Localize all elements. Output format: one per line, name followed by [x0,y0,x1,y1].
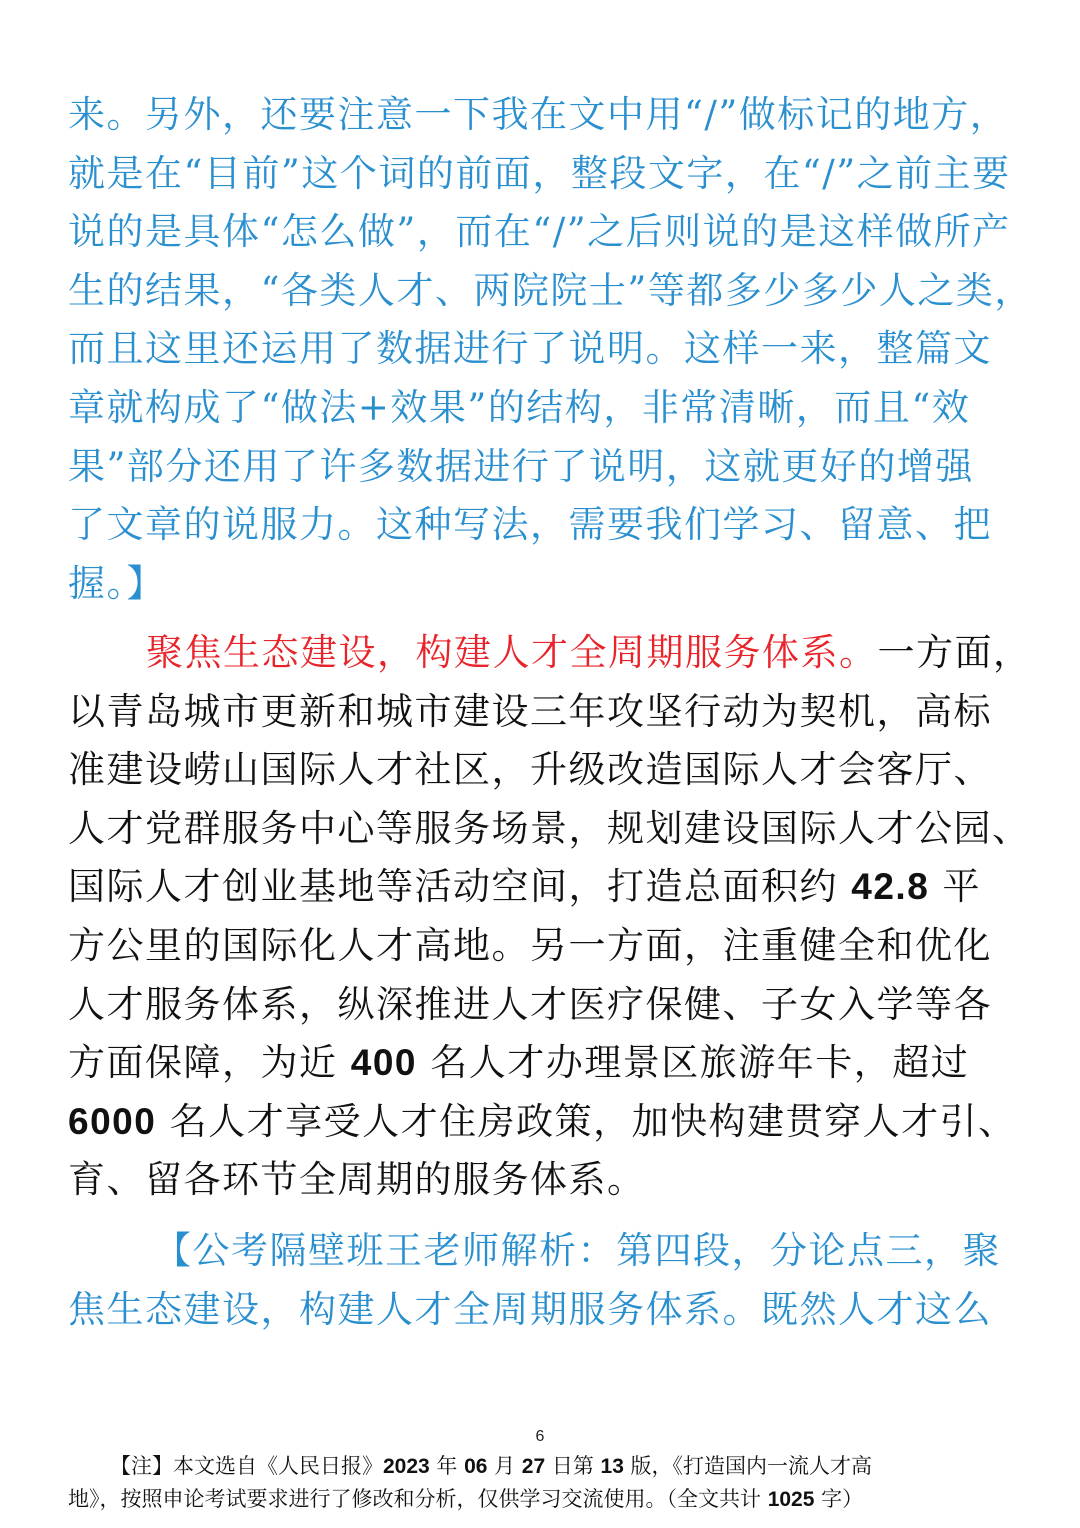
footnote-text: 版，《打造国内一流人才高 [623,1454,873,1478]
talent-count-value: 400 [350,1042,417,1084]
footnote-text: 【注】本文选自《人民日报》 [110,1454,383,1478]
body-line [68,1034,1018,1093]
footnote-line [68,1450,1028,1483]
footnote [68,1450,1028,1516]
body-line [68,1093,1018,1152]
body-line: 育、留各环节全周期的服务体系。 [68,1158,646,1202]
footnote-text: 月 [487,1454,522,1478]
body-line: 人才党群服务中心等服务场景，规划建设国际人才公园、 [68,806,1031,850]
analysis-top-line: 握。】 [68,561,165,605]
analysis-bottom [68,1222,1018,1339]
housing-count-value: 6000 [68,1100,157,1142]
footnote-line [68,1483,1028,1516]
analysis-top [68,86,1033,613]
footnote-text: 日第 [545,1454,601,1478]
analysis-top-line: 了文章的说服力。这种写法，需要我们学习、留意、把 [68,503,992,547]
body-line: 人才服务体系，纵深推进人才医疗保健、子女入学等各 [68,982,992,1026]
analysis-top-line: 生的结果，“各类人才、两院院士”等都多少多少人之类， [68,268,1033,312]
footnote-year: 2023 [383,1455,430,1478]
page-number: 6 [535,1428,545,1445]
analysis-top-line: 而且这里还运用了数据进行了说明。这样一来，整篇文 [68,327,992,371]
body-line: 以青岛城市更新和城市建设三年攻坚行动为契机，高标 [68,689,992,733]
body-line [68,624,1032,683]
footnote-word-count: 1025 [767,1488,815,1511]
body-line: 准建设崂山国际人才社区，升级改造国际人才会客厅、 [68,748,992,792]
body-text: 名人才享受人才住房政策，加快构建贯穿人才引、 [156,1099,1017,1143]
body-text: 国际人才创业基地等活动空间，打造总面积约 [68,865,852,909]
body-line: 方公里的国际化人才高地。另一方面，注重健全和优化 [68,923,992,967]
analysis-top-line: 就是在“目前”这个词的前面，整段文字，在“/”之前主要 [68,151,1011,195]
analysis-bottom-line: 【公考隔壁班王老师解析：第四段，分论点三，聚 [154,1229,1001,1272]
footnote-text: 字） [814,1487,864,1511]
analysis-top-line: 说的是具体“怎么做”，而在“/”之后则说的是这样做所产 [68,210,1011,254]
area-value: 42.8 [851,866,930,908]
footnote-month: 06 [464,1455,488,1478]
footnote-text: 地》，按照申论考试要求进行了修改和分析，仅供学习交流使用。（全文共计 [68,1487,768,1511]
body-text: 一方面， [877,631,1032,674]
body-text: 平 [929,865,982,909]
analysis-top-line: 章就构成了“做法+效果”的结构，非常清晰，而且“效 [68,385,971,429]
body-text: 方面保障，为近 [68,1041,351,1085]
section-heading: 聚焦生态建设，构建人才全周期服务体系。 [146,631,878,674]
footnote-day: 27 [521,1455,546,1478]
body-line [68,858,1018,917]
analysis-bottom-line: 焦生态建设，构建人才全周期服务体系。既然人才这么 [68,1287,992,1331]
footnote-edition: 13 [600,1455,624,1478]
body-text: 名人才办理景区旅游年卡，超过 [417,1041,970,1085]
body-paragraph [68,624,1032,1210]
analysis-top-line: 果”部分还用了许多数据进行了说明，这就更好的增强 [68,444,974,488]
analysis-top-line: 来。另外，还要注意一下我在文中用“/”做标记的地方， [68,93,1009,136]
footnote-text: 年 [429,1454,465,1478]
